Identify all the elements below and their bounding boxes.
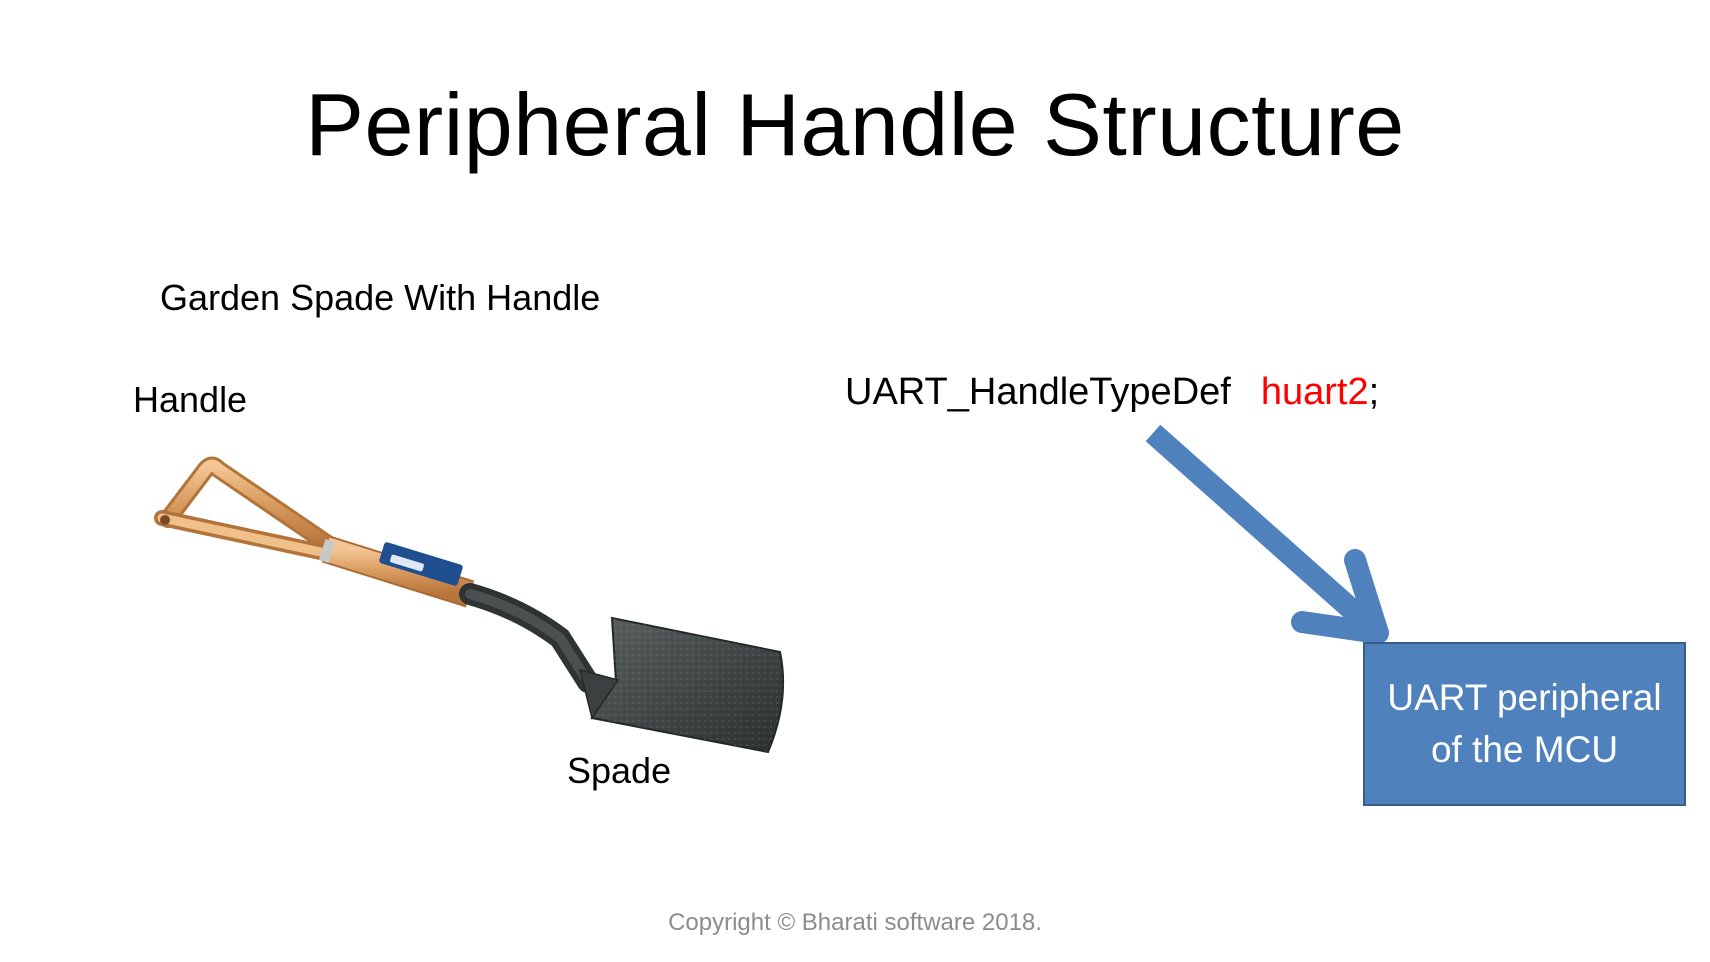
statement-terminator: ;: [1368, 371, 1380, 413]
handle-label: Handle: [133, 379, 248, 420]
copyright-footer: Copyright © Bharati software 2018.: [668, 909, 1042, 936]
uart-box-line-1: UART peripheral: [1387, 677, 1662, 718]
slide-title: Peripheral Handle Structure: [305, 75, 1405, 174]
uart-box-line-2: of the MCU: [1430, 729, 1619, 770]
uart-peripheral-box: [1363, 642, 1686, 806]
type-name: UART_HandleTypeDef: [845, 371, 1231, 413]
spade-caption: Garden Spade With Handle: [160, 277, 601, 318]
handle-variable: huart2: [1260, 371, 1369, 413]
spade-label: Spade: [567, 750, 672, 791]
